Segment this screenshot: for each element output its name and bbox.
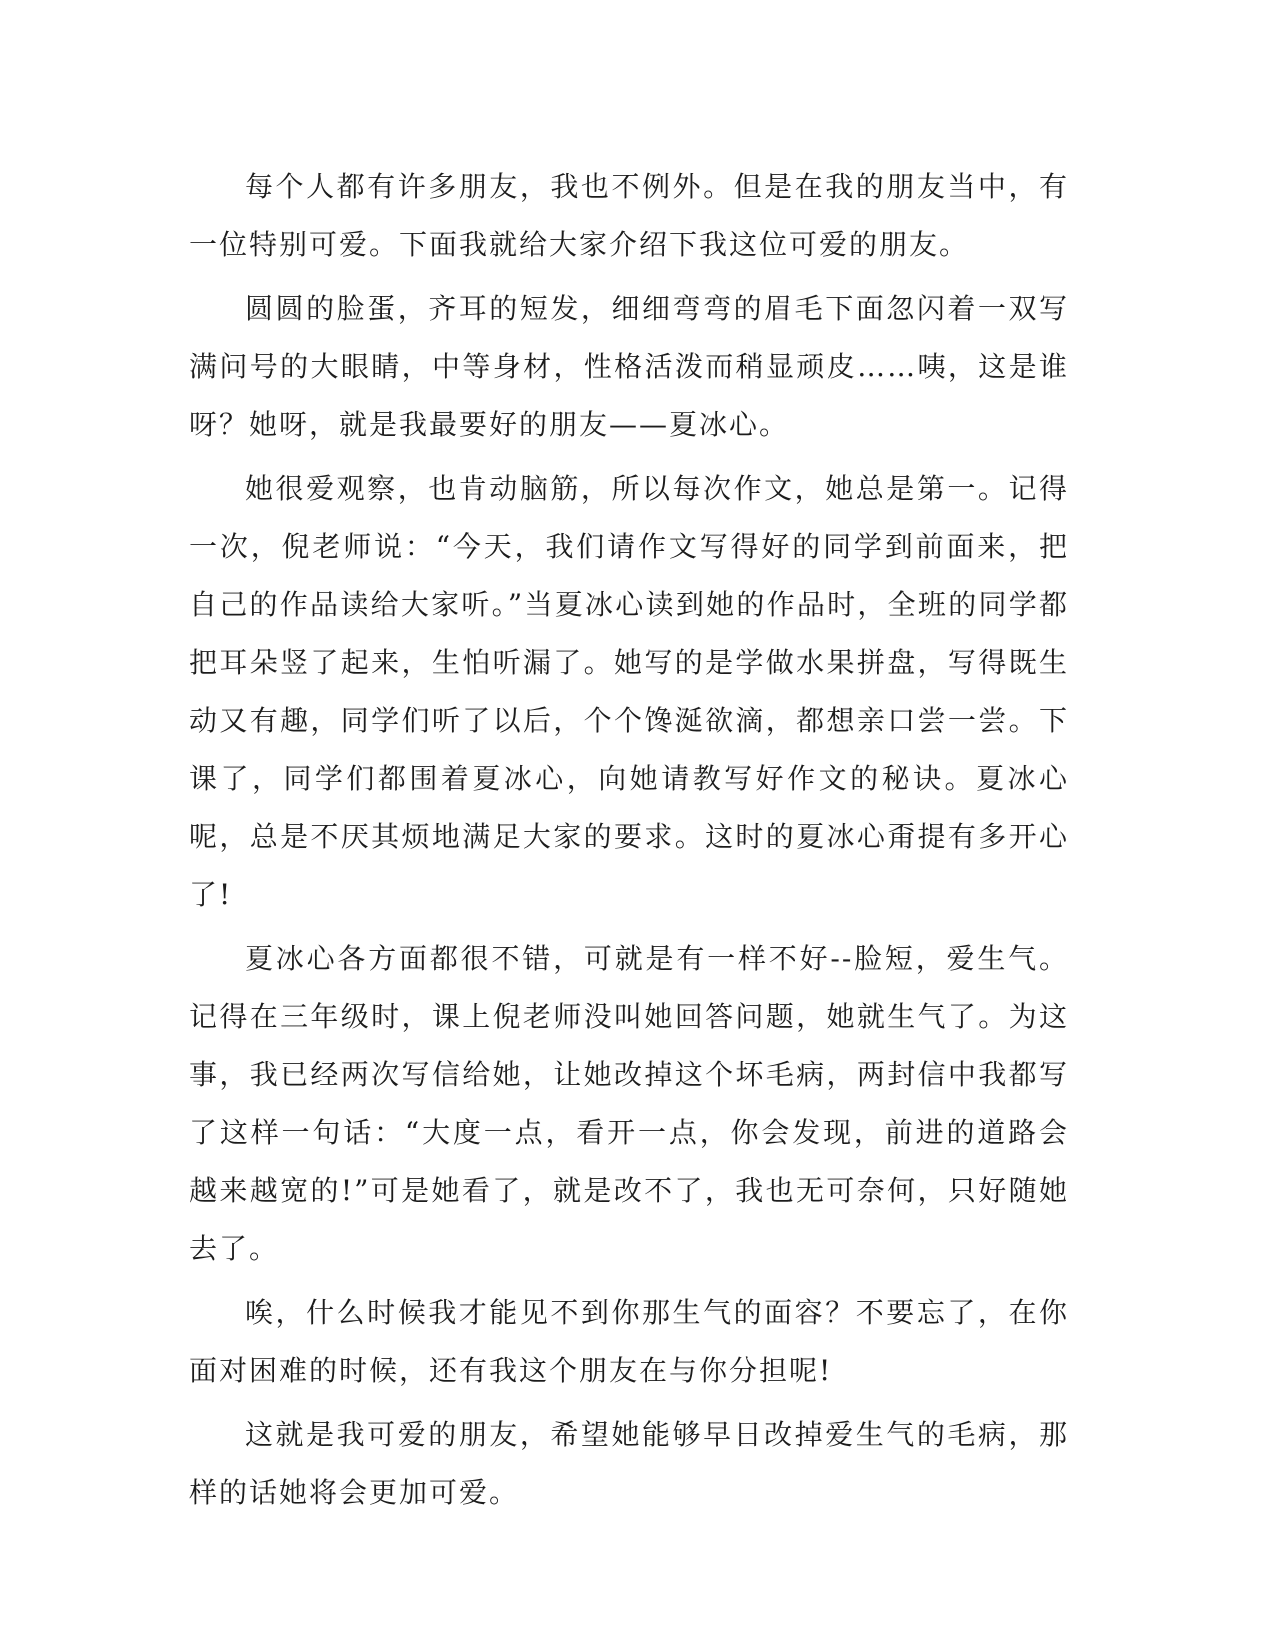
paragraph-3: 她很爱观察，也肯动脑筋，所以每次作文，她总是第一。记得一次，倪老师说：“今天，我们请作文写得好的同学到前面来，把自己的作品读给大家听。”当夏冰心读到她的作品时，全班的同学都把耳朵竖了起来，生怕听漏了。她写的是学做水果拼盘，写得既生动又有趣，同学们听了以后，个个馋涎欲滴，都想亲口尝一尝。下课了，同学们都围着夏冰心，向她请教写好作文的秘诀。夏冰心呢，总是不厌其烦地满足大家的要求。这时的夏冰心甭提有多开心了!: [189, 472, 1069, 911]
paragraph-1: 每个人都有许多朋友，我也不例外。但是在我的朋友当中，有一位特别可爱。下面我就给大家介绍下我这位可爱的朋友。: [189, 170, 1069, 261]
paragraph-4: 夏冰心各方面都很不错，可就是有一样不好--脸短，爱生气。记得在三年级时，课上倪老师没叫她回答问题，她就生气了。为这事，我已经两次写信给她，让她改掉这个坏毛病，两封信中我都写了这样一句话：“大度一点，看开一点，你会发现，前进的道路会越来越宽的!”可是她看了，就是改不了，我也无可奈何，只好随她去了。: [189, 942, 1069, 1265]
essay-body: [189, 158, 1069, 1528]
paragraph-6: 这就是我可爱的朋友，希望她能够早日改掉爱生气的毛病，那样的话她将会更加可爱。: [189, 1418, 1069, 1509]
paragraph-2: 圆圆的脸蛋，齐耳的短发，细细弯弯的眉毛下面忽闪着一双写满问号的大眼睛，中等身材，性格活泼而稍显顽皮……咦，这是谁呀？她呀，就是我最要好的朋友——夏冰心。: [189, 292, 1069, 441]
paragraph-5: 唉，什么时候我才能见不到你那生气的面容？不要忘了，在你面对困难的时候，还有我这个朋友在与你分担呢!: [189, 1296, 1069, 1387]
